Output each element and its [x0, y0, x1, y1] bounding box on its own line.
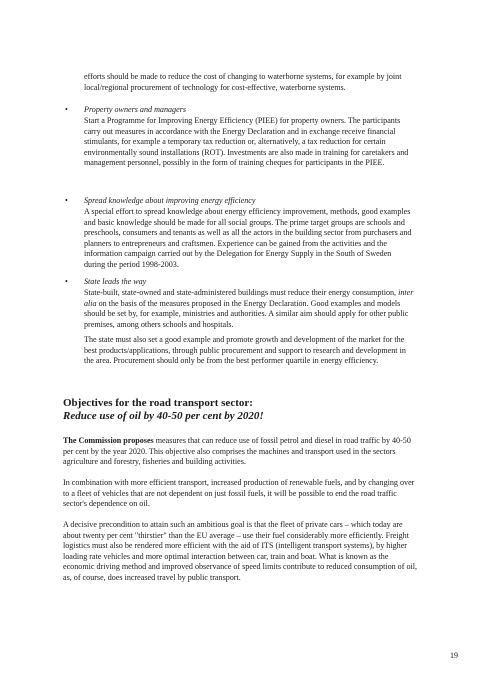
intro-paragraph: efforts should be made to reduce the cost of changing to waterborne systems, for example by joint local/regional procurement of technology for cost-effective, waterborne systems. — [84, 72, 402, 92]
section-subheading: Reduce use of oil by 40-50 per cent by 2020! — [63, 410, 264, 422]
body-text: State-built, state-owned and state-administered buildings must reduce their energy consumption, — [84, 288, 399, 297]
bullet-body-spread-knowledge: A special effort to spread knowledge about energy efficiency improvement, methods, good examples and basic knowledge should be made for all social groups. The prime target groups are schools and preschools, consumers and tenants as well as all the actors in the building sector from purchasers and planners to entrepreneurs and craftsmen. Experience can be gained from the activities and the information campaign carried out by the Delegation for Energy Supply in the South of Sweden during the period 1998-2003. — [84, 207, 412, 269]
page-number: 19 — [450, 651, 458, 660]
bullet-body-state-leads — [84, 288, 414, 330]
bullet-title-state-leads: State leads the way — [84, 277, 147, 286]
body-text: on the basis of the measures proposed in the Energy Declaration. Good examples and models should be set by, for example, ministries and authorities. A similar aim should apply for other public premises, among others schools and hospitals. — [84, 298, 409, 329]
bold-lead: The Commission proposes — [63, 436, 154, 445]
bullet-marker: • — [65, 105, 68, 114]
paragraph-precondition: A decisive precondition to attain such an ambitious goal is that the fleet of private cars – which today are about twenty per cent "thirstier" than the EU average – use their fuel considerably more efficiently. Freight logistics must also be rendered more efficient with the aid of ITS (intelligent transport systems), by higher loading rate vehicles and more optimal interaction between car, train and boat. What is known as the economic driving method and improved observance of speed limits contribute to reduced consumption of oil, as, of course, does increased travel by public transport. — [63, 520, 418, 582]
body-text: measures that can reduce use of fossil petrol and diesel in road traffic by 40-50 per cent by the year 2020. This objective also comprises the machines and transport used in the sectors agriculture and forestry, fisheries and building activities. — [63, 436, 411, 467]
bullet-title-spread-knowledge: Spread knowledge about improving energy efficiency — [84, 196, 256, 205]
latin-phrase: inter alia — [84, 288, 414, 308]
paragraph-combination: In combination with more efficient transport, increased production of renewable fuels, and by changing over to a fleet of vehicles that are not dependent on just fossil fuels, it will be possible to end the road traffic sector's dependence on oil. — [63, 478, 415, 509]
bullet-marker: • — [65, 196, 68, 205]
bullet-body-state-leads-2: The state must also set a good example and promote growth and development of the market for the best products/applications, through public procurement and support to research and development in the area. Procurement should only be from the best performer quartile in energy efficiency. — [84, 335, 406, 366]
paragraph-commission — [63, 436, 413, 468]
bullet-marker: • — [65, 277, 68, 286]
bullet-body-property-owners: Start a Programme for Improving Energy Efficiency (PIEE) for property owners. The participants carry out measures in accordance with the Energy Declaration and in exchange receive financial stimulants, for example a temporary tax reduction or, alternatively, a tax reduction for certain environmentally sound installations (ROT). Investments are also made in training for caretakers and management personnel, possibly in the form of training cheques for participants in the PIEE. — [84, 116, 409, 168]
bullet-title-property-owners: Property owners and managers — [84, 105, 186, 114]
section-heading: Objectives for the road transport sector: — [63, 397, 253, 409]
